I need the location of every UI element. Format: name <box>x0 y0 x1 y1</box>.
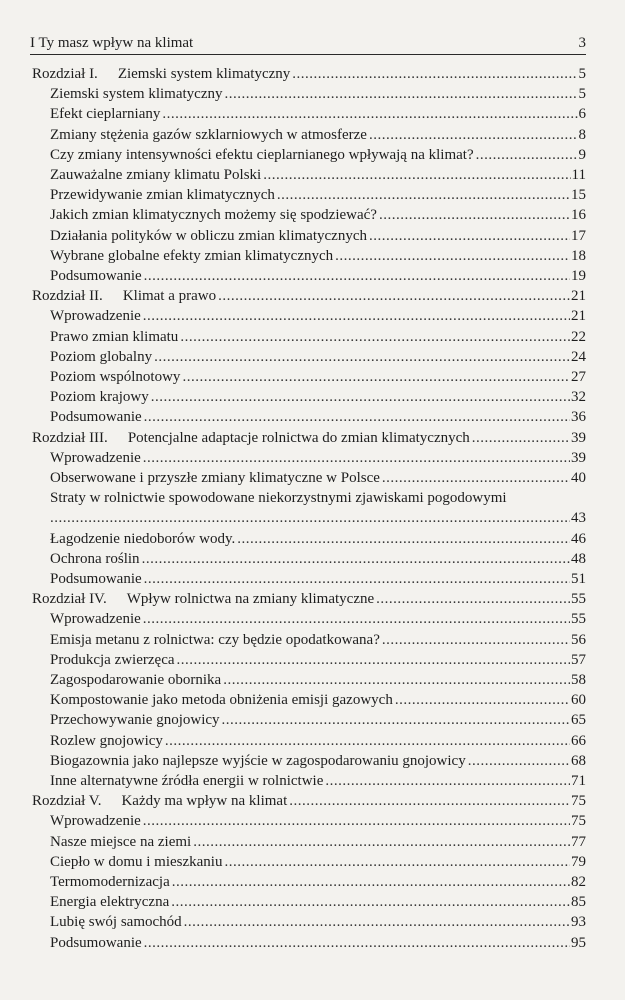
toc-entry-title: Wprowadzenie <box>50 449 141 466</box>
toc-leader-dots <box>144 266 570 286</box>
toc-entry <box>50 529 586 549</box>
toc-entry-page: 17 <box>571 227 586 244</box>
toc-chapter <box>32 286 586 306</box>
toc-entry <box>50 327 586 347</box>
toc-leader-dots <box>144 407 570 427</box>
toc-entry-title: Wprowadzenie <box>50 813 141 830</box>
toc-entry <box>50 630 586 650</box>
toc-entry-title: Termomodernizacja <box>50 874 170 890</box>
toc-entry-title <box>32 428 470 448</box>
toc-leader-dots <box>182 367 570 387</box>
toc-leader-dots <box>143 448 570 468</box>
toc-entry <box>50 468 586 488</box>
page-number: 3 <box>578 35 586 51</box>
toc-entry-page: 85 <box>571 894 586 911</box>
toc-entry-page: 18 <box>571 247 586 264</box>
toc-entry-title: Nasze miejsce na ziemi <box>50 833 192 850</box>
toc-leader-dots <box>369 226 570 246</box>
toc-entry <box>50 912 586 932</box>
toc-leader-dots <box>144 569 570 589</box>
toc-entry-page: 15 <box>571 187 586 204</box>
toc-chapter-number: Rozdział II. <box>32 288 103 305</box>
toc-leader-dots <box>177 650 570 670</box>
toc-entry-title: Poziom krajowy <box>50 389 149 406</box>
toc-leader-dots <box>171 892 570 912</box>
toc-leader-dots <box>165 731 570 751</box>
toc-entry-title: Inne alternatywne źródła energii w rolnictwie <box>50 773 324 789</box>
toc-entry <box>50 892 586 912</box>
toc-entry <box>50 145 586 165</box>
running-header <box>30 35 586 55</box>
toc-entry-page: 56 <box>571 631 586 648</box>
toc-chapter-title: Wpływ rolnictwa na zmiany klimatyczne <box>126 591 375 608</box>
toc-leader-dots <box>476 145 578 165</box>
toc-leader-dots <box>193 832 570 852</box>
toc-entry-title: Energia elektryczna <box>50 894 170 911</box>
toc-entry-title <box>32 589 374 609</box>
toc-entry-title: Poziom globalny <box>50 348 153 365</box>
toc-entry-page: 75 <box>571 793 586 810</box>
toc-entry-title: Kompostowanie jako metoda obniżenia emisji gazowych <box>50 692 393 709</box>
toc-entry-title: Efekt cieplarniany <box>50 106 161 123</box>
toc-entry <box>50 84 586 104</box>
toc-entry-page: 27 <box>571 369 586 385</box>
toc-entry-title: Łagodzenie niedoborów wody. <box>50 530 236 547</box>
toc-leader-dots <box>369 125 578 145</box>
toc-entry <box>50 832 586 852</box>
toc-leader-dots <box>379 205 570 225</box>
toc-entry-page: 93 <box>571 914 586 931</box>
toc-leader-dots <box>151 387 570 407</box>
toc-leader-dots <box>277 185 570 205</box>
toc-leader-dots <box>382 468 570 488</box>
toc-entry-page: 57 <box>571 651 586 668</box>
toc-chapter-number: Rozdział III. <box>32 429 108 446</box>
toc-entry <box>50 347 586 367</box>
toc-entry-title: Poziom wspólnotowy <box>50 369 181 385</box>
toc-chapter <box>32 791 586 811</box>
toc-entry-title: Podsumowanie <box>50 268 142 284</box>
toc-entry-title: Emisja metanu z rolnictwa: czy będzie opodatkowana? <box>50 631 380 648</box>
toc-entry-title <box>32 64 290 84</box>
toc-entry-page: 77 <box>571 833 586 850</box>
toc-entry-title: Zmiany stężenia gazów szklarniowych w atmosferze <box>50 126 367 143</box>
toc-entry-title: Ciepło w domu i mieszkaniu <box>50 853 223 870</box>
toc-leader-dots <box>223 670 570 690</box>
toc-entry <box>50 731 586 751</box>
toc-entry-title: Wprowadzenie <box>50 308 141 325</box>
toc-entry-page: 21 <box>571 288 586 305</box>
toc-entry <box>50 226 586 246</box>
toc-leader-dots <box>218 286 570 306</box>
toc-entry <box>50 448 586 468</box>
toc-entry <box>50 549 586 569</box>
toc-leader-dots <box>237 529 570 549</box>
toc-entry-page: 5 <box>578 66 586 82</box>
toc-entry <box>50 407 586 427</box>
toc-leader-dots <box>143 609 570 629</box>
toc-entry <box>50 650 586 670</box>
toc-entry <box>50 387 586 407</box>
toc-entry <box>50 104 586 124</box>
toc-leader-dots <box>472 428 570 448</box>
toc-entry <box>50 670 586 690</box>
toc-leader-dots <box>325 771 570 791</box>
toc-leader-dots <box>263 165 570 185</box>
toc-entry <box>50 811 586 831</box>
toc-entry-page: 71 <box>571 773 586 789</box>
toc-leader-dots <box>382 630 570 650</box>
toc-chapter <box>32 64 586 84</box>
toc-entry-page: 40 <box>571 470 586 486</box>
toc-entry-title: Działania polityków w obliczu zmian klimatycznych <box>50 227 367 244</box>
toc-entry <box>50 872 586 892</box>
toc-entry-title: Podsumowanie <box>50 571 142 587</box>
toc-leader-dots <box>224 84 577 104</box>
toc-entry-page: 66 <box>571 732 586 749</box>
toc-entry <box>50 165 586 185</box>
toc-entry-page: 55 <box>571 611 586 628</box>
toc-leader-dots <box>222 710 570 730</box>
toc-entry <box>50 205 586 225</box>
toc-leader-dots <box>292 64 577 84</box>
toc-entry-title: Podsumowanie <box>50 934 142 951</box>
toc-entry-title: Jakich zmian klimatycznych możemy się spodziewać? <box>50 207 377 224</box>
toc-chapter <box>32 589 586 609</box>
toc-entry <box>50 771 586 791</box>
toc-entry-title: Przechowywanie gnojowicy <box>50 712 220 729</box>
toc-entry-title: Biogazownia jako najlepsze wyjście w zagospodarowaniu gnojowicy <box>50 752 466 769</box>
toc-entry-page: 51 <box>571 571 586 587</box>
toc-entry-page: 5 <box>578 86 586 103</box>
toc-leader-dots <box>468 751 570 771</box>
toc-entry-page: 75 <box>571 813 586 830</box>
toc-entry-title: Podsumowanie <box>50 409 142 426</box>
toc-leader-dots <box>143 306 570 326</box>
toc-entry <box>50 751 586 771</box>
toc-entry <box>50 690 586 710</box>
toc-entry-page: 58 <box>571 672 586 688</box>
toc-entry-page: 55 <box>571 591 586 608</box>
toc-entry-page: 19 <box>571 268 586 284</box>
toc-chapter <box>32 428 586 448</box>
toc-entry <box>50 933 586 953</box>
toc-entry-page: 79 <box>571 853 586 870</box>
toc-entry-title <box>32 286 216 306</box>
toc-entry <box>50 185 586 205</box>
toc-leader-dots <box>184 912 570 932</box>
toc-entry-title: Zagospodarowanie obornika <box>50 672 222 688</box>
toc-entry-page: 48 <box>571 550 586 567</box>
toc-entry-title <box>32 791 287 811</box>
toc-entry <box>50 609 586 629</box>
toc-entry <box>50 852 586 872</box>
toc-entry <box>50 508 586 528</box>
toc-entry <box>50 266 586 286</box>
toc-entry-page: 43 <box>571 510 586 527</box>
toc-entry-page: 39 <box>571 449 586 466</box>
toc-entry-title: Rozlew gnojowicy <box>50 732 163 749</box>
toc-entry-title: Ziemski system klimatyczny <box>50 86 223 103</box>
toc-leader-dots <box>335 246 570 266</box>
toc-chapter-number: Rozdział V. <box>32 793 102 810</box>
toc-entry-page: 8 <box>578 126 586 143</box>
toc-entry-page: 11 <box>571 167 586 183</box>
toc-entry <box>50 306 586 326</box>
toc-entry-page: 21 <box>571 308 586 325</box>
toc-entry-page: 82 <box>571 874 586 890</box>
toc-entry-page: 68 <box>571 752 586 769</box>
toc-entry-title: Produkcja zwierzęca <box>50 651 175 668</box>
toc-leader-dots <box>142 549 570 569</box>
toc-entry <box>50 367 586 387</box>
toc-entry <box>50 125 586 145</box>
toc-entry-title: Lubię swój samochód <box>50 914 182 931</box>
toc-entry <box>50 246 586 266</box>
toc-entry-page: 6 <box>578 106 586 123</box>
toc-entry-title: Wprowadzenie <box>50 611 141 628</box>
toc-entry-page: 32 <box>571 389 586 406</box>
toc-entry-page: 65 <box>571 712 586 729</box>
toc-entry-title: Ochrona roślin <box>50 550 140 567</box>
toc-chapter-title: Potencjalne adaptacje rolnictwa do zmian klimatycznych <box>127 429 470 446</box>
toc-entry-title: Prawo zmian klimatu <box>50 328 179 345</box>
toc-entry-page: 60 <box>571 692 586 709</box>
toc-entry-title: Wybrane globalne efekty zmian klimatycznych <box>50 247 334 264</box>
toc-leader-dots <box>143 811 570 831</box>
toc-entry-page: 95 <box>571 934 586 951</box>
running-header-title: I Ty masz wpływ na klimat <box>30 35 194 51</box>
toc-leader-dots <box>376 589 570 609</box>
toc-entry-page: 39 <box>571 429 586 446</box>
toc-leader-dots <box>395 690 570 710</box>
toc-leader-dots <box>180 327 570 347</box>
toc-entry-title: Obserwowane i przyszłe zmiany klimatyczne w Polsce <box>50 470 380 486</box>
toc-leader-dots <box>289 791 570 811</box>
toc-leader-dots <box>172 872 570 892</box>
toc-chapter-title: Klimat a prawo <box>122 288 217 305</box>
toc-entry-page: 46 <box>571 530 586 547</box>
toc-entry <box>50 710 586 730</box>
toc-chapter-title: Ziemski system klimatyczny <box>117 66 291 82</box>
toc-leader-dots <box>154 347 570 367</box>
toc-leader-dots <box>224 852 570 872</box>
toc-entry-title: Przewidywanie zmian klimatycznych <box>50 187 275 204</box>
toc-entry-title: Zauważalne zmiany klimatu Polski <box>50 167 262 183</box>
toc-entry <box>50 569 586 589</box>
toc-entry-title: Straty w rolnictwie spowodowane niekorzystnymi zjawiskami pogodowymi <box>50 490 507 507</box>
toc-chapter-number: Rozdział I. <box>32 66 98 82</box>
toc-leader-dots <box>144 933 570 953</box>
toc-chapter-number: Rozdział IV. <box>32 591 107 608</box>
toc-leader-dots <box>50 508 570 528</box>
toc-entry-page: 22 <box>571 328 586 345</box>
toc-leader-dots <box>162 104 577 124</box>
toc-entry-title: Czy zmiany intensywności efektu cieplarnianego wpływają na klimat? <box>50 146 474 163</box>
toc-entry-page: 24 <box>571 348 586 365</box>
toc-chapter-title: Każdy ma wpływ na klimat <box>121 793 288 810</box>
toc-entry-page: 36 <box>571 409 586 426</box>
toc-entry-page: 9 <box>578 146 586 163</box>
toc-entry-page: 16 <box>571 207 586 224</box>
